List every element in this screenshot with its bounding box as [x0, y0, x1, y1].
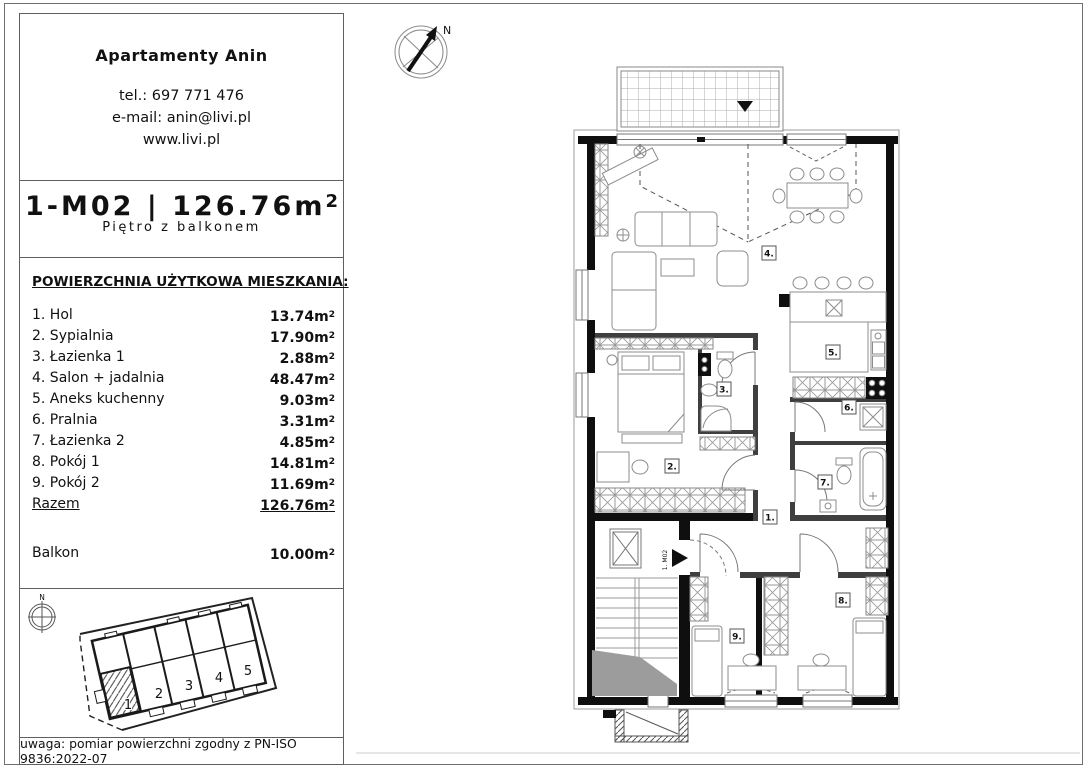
area-row: 8. Pokój 1 $14.81m^2$ — [32, 454, 335, 472]
site-building — [82, 601, 267, 728]
svg-text:9.: 9. — [732, 632, 742, 643]
compass-icon — [395, 26, 447, 78]
area-row: 9. Pokój 2 $11.69m^2$ — [32, 475, 335, 493]
measurement-note: uwaga: pomiar powierzchni zgodny z PN-ISO 9836:2022-07 — [20, 736, 297, 766]
toilet — [837, 466, 851, 484]
area-row: 2. Sypialnia $17.90m^2$ — [32, 328, 335, 346]
stair-shadow — [592, 650, 677, 696]
washbasin — [701, 384, 717, 396]
laundry-fixtures — [860, 404, 886, 430]
room-furniture — [692, 618, 886, 696]
dining-table — [787, 183, 848, 208]
email: e-mail: anin@livi.pl — [111, 110, 252, 126]
room-label-6 — [842, 400, 856, 414]
svg-text:6.: 6. — [844, 403, 854, 414]
room-label-4 — [762, 246, 776, 260]
site-unit-number: 3 — [184, 679, 194, 694]
room-label-3 — [717, 382, 731, 396]
svg-text:4.: 4. — [764, 249, 774, 260]
site-unit-number: 4 — [214, 671, 224, 686]
washbasin — [820, 500, 836, 512]
stove — [866, 377, 888, 399]
svg-text:3.: 3. — [719, 385, 729, 396]
company-name: Apartamenty Anin — [95, 46, 268, 65]
siteplan-compass-label: N — [39, 593, 45, 602]
svg-text:1.: 1. — [765, 513, 775, 524]
unit-subtitle: Piętro z balkonem — [102, 220, 261, 235]
desk — [597, 452, 629, 482]
siteplan-compass-icon — [28, 601, 56, 633]
unit-area-unit: m — [294, 191, 326, 222]
room-label-9 — [730, 629, 744, 643]
area-row: 4. Salon + jadalnia $48.47m^2$ — [32, 370, 335, 388]
areas-box — [19, 257, 349, 589]
site-unit-number: 1 — [123, 698, 133, 713]
note-box — [19, 737, 344, 765]
siteplan-drawing — [20, 589, 343, 737]
exterior-stair — [603, 710, 688, 742]
toilet — [718, 360, 732, 378]
svg-text:5.: 5. — [828, 348, 838, 359]
site-unit-number: 2 — [154, 687, 164, 702]
balcony — [617, 67, 783, 131]
room-label-8 — [836, 593, 850, 607]
contact-box — [19, 13, 344, 181]
area-total-row: Razem $126.76m^2$ — [32, 496, 335, 514]
room-label-7 — [818, 475, 832, 489]
area-row: 3. Łazienka 1 $2.88m^2$ — [32, 349, 335, 367]
entrance-arrow-icon — [672, 549, 688, 567]
unit-area: 126.76 — [172, 191, 295, 222]
area-row: 1. Hol $13.74m^2$ — [32, 307, 335, 325]
unit-separator: | — [146, 191, 160, 222]
phone: tel.: 697 771 476 — [119, 88, 244, 104]
website: www.livi.pl — [142, 132, 221, 148]
shower — [701, 406, 731, 431]
site-unit-number: 5 — [243, 664, 253, 679]
svg-text:8.: 8. — [838, 596, 848, 607]
svg-text:7.: 7. — [820, 478, 830, 489]
room-label-1 — [763, 510, 777, 524]
area-row: 6. Pralnia $3.31m^2$ — [32, 412, 335, 430]
desk — [728, 666, 776, 690]
window — [648, 695, 668, 707]
desk — [798, 666, 846, 690]
unit-code: 1-M02 — [25, 191, 135, 222]
room-label-2 — [665, 459, 679, 473]
compass-label: N — [443, 24, 452, 37]
apartment-entrance — [662, 549, 688, 570]
siteplan-box — [19, 588, 344, 738]
balcony-row: Balkon $10.00m^2$ — [32, 545, 335, 563]
svg-text:2.: 2. — [667, 462, 677, 473]
area-row: 7. Łazienka 2 $4.85m^2$ — [32, 433, 335, 451]
entrance-label: 1. M02 — [662, 549, 669, 571]
room-label-5 — [826, 345, 840, 359]
unit-title — [20, 191, 343, 222]
area-row: 5. Aneks kuchenny $9.03m^2$ — [32, 391, 335, 409]
unit-area-sup: 2 — [325, 191, 338, 212]
areas-heading: POWIERZCHNIA UŻYTKOWA MIESZKANIA: — [32, 274, 349, 290]
floor-plan — [350, 0, 1087, 768]
unit-title-box — [19, 180, 344, 258]
areas-table — [32, 306, 335, 565]
